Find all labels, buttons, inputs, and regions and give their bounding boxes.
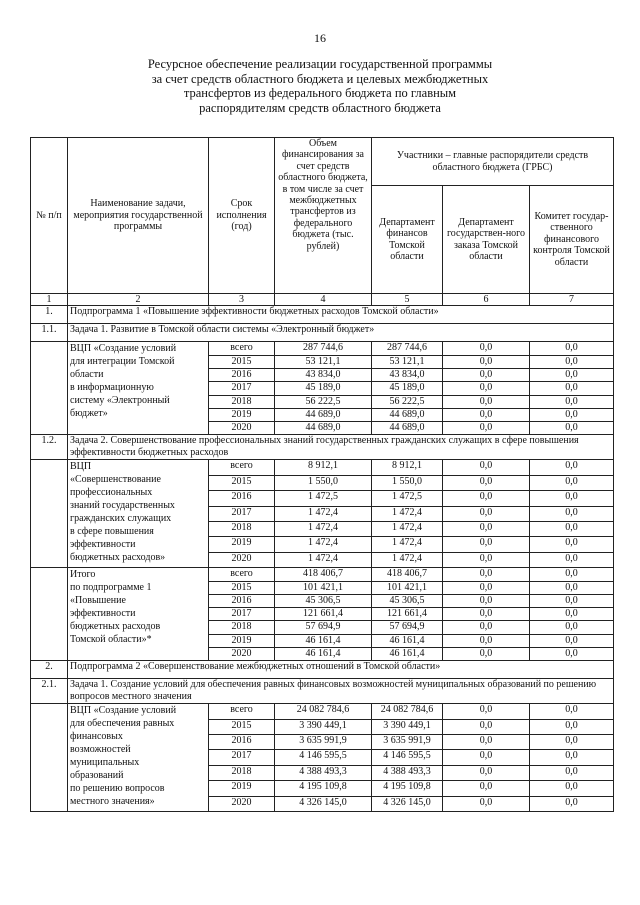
task-row [31, 679, 614, 704]
committee-cell: 0,0 [530, 522, 614, 537]
dept-finance-cell: 1 472,4 [372, 537, 443, 552]
subprogram-row [31, 661, 614, 679]
number-cell-empty [31, 382, 68, 395]
activity-name-line: в информационную [70, 382, 154, 394]
year-cell: 2019 [209, 537, 275, 552]
volume-cell: 53 121,1 [275, 355, 372, 368]
activity-name-line: гражданских служащих [70, 513, 172, 525]
volume-cell: 1 472,4 [275, 522, 372, 537]
activity-name-line: возможностей [70, 744, 131, 756]
number-cell-empty [31, 781, 68, 796]
subprogram-row [31, 306, 614, 324]
committee-cell: 0,0 [530, 422, 614, 435]
dept-finance-cell: 287 744,6 [372, 342, 443, 355]
committee-cell: 0,0 [530, 594, 614, 607]
committee-cell: 0,0 [530, 634, 614, 647]
year-cell: 2017 [209, 608, 275, 621]
header-volume: Объем финансирования за счет средств областного бюджета, в том числе за счет межбюджетных трансфертов из федерального бюджета (тыс. рублей) [275, 138, 372, 294]
volume-cell: 287 744,6 [275, 342, 372, 355]
year-cell: 2020 [209, 648, 275, 661]
header-term: Срок исполнения (год) [209, 138, 275, 294]
dept-finance-cell: 4 195 109,8 [372, 781, 443, 796]
year-cell: всего [209, 704, 275, 719]
volume-cell: 56 222,5 [275, 395, 372, 408]
title-line: за счет средств областного бюджета и целевых межбюджетных [151, 71, 489, 86]
dept-finance-cell: 56 222,5 [372, 395, 443, 408]
dept-order-cell: 0,0 [443, 408, 530, 421]
activity-name-line: ВЦП [70, 461, 92, 473]
committee-cell: 0,0 [530, 735, 614, 750]
number-cell-empty [31, 552, 68, 567]
committee-cell: 0,0 [530, 475, 614, 490]
dept-order-cell: 0,0 [443, 581, 530, 594]
committee-cell: 0,0 [530, 608, 614, 621]
dept-order-cell: 0,0 [443, 552, 530, 567]
number-cell-empty [31, 634, 68, 647]
dept-order-cell: 0,0 [443, 608, 530, 621]
dept-finance-cell: 4 326 145,0 [372, 796, 443, 811]
committee-cell: 0,0 [530, 460, 614, 475]
dept-finance-cell: 45 189,0 [372, 382, 443, 395]
year-cell: 2018 [209, 395, 275, 408]
activity-name-line: «Повышение [70, 595, 126, 607]
activity-name-line: Итого [70, 569, 96, 581]
volume-cell: 45 189,0 [275, 382, 372, 395]
dept-order-cell: 0,0 [443, 621, 530, 634]
volume-cell: 1 472,4 [275, 537, 372, 552]
number-cell-empty [31, 594, 68, 607]
dept-finance-cell: 46 161,4 [372, 648, 443, 661]
title-line: распорядителям средств областного бюджета [199, 100, 441, 115]
dept-order-cell: 0,0 [443, 796, 530, 811]
dept-order-cell: 0,0 [443, 342, 530, 355]
header-num: № п/п [31, 138, 68, 294]
dept-finance-cell: 46 161,4 [372, 634, 443, 647]
header-participants: Участники – главные распорядители средств областного бюджета (ГРБС) [372, 138, 614, 186]
subprogram-number: 2. [31, 661, 68, 679]
number-cell-empty [31, 506, 68, 521]
task-title: Задача 1. Развитие в Томской области системы «Электронный бюджет» [68, 324, 614, 342]
year-row [31, 342, 614, 355]
subprogram-number: 1. [31, 306, 68, 324]
dept-order-cell: 0,0 [443, 537, 530, 552]
title-line: Ресурсное обеспечение реализации государственной программы [147, 57, 493, 71]
dept-finance-cell: 43 834,0 [372, 369, 443, 382]
year-cell: 2019 [209, 634, 275, 647]
dept-order-cell: 0,0 [443, 491, 530, 506]
activity-name-line: ВЦП «Создание условий [70, 343, 177, 355]
year-cell: 2018 [209, 621, 275, 634]
dept-finance-cell: 418 406,7 [372, 568, 443, 581]
committee-cell: 0,0 [530, 719, 614, 734]
dept-order-cell: 0,0 [443, 369, 530, 382]
number-cell-empty [31, 522, 68, 537]
year-cell: 2017 [209, 750, 275, 765]
committee-cell: 0,0 [530, 408, 614, 421]
volume-cell: 8 912,1 [275, 460, 372, 475]
year-cell: 2020 [209, 796, 275, 811]
dept-finance-cell: 4 388 493,3 [372, 765, 443, 780]
dept-finance-cell: 44 689,0 [372, 422, 443, 435]
year-cell: 2018 [209, 522, 275, 537]
year-cell: 2020 [209, 552, 275, 567]
col-number: 3 [209, 294, 275, 306]
activity-name-line: бюджетных расходов [70, 621, 161, 633]
volume-cell: 57 694,9 [275, 621, 372, 634]
volume-cell: 1 550,0 [275, 475, 372, 490]
activity-name-line: бюджетных расходов» [70, 552, 166, 564]
dept-finance-cell: 121 661,4 [372, 608, 443, 621]
dept-order-cell: 0,0 [443, 382, 530, 395]
title-line: трансфертов из федерального бюджета по главным [183, 86, 457, 100]
dept-order-cell: 0,0 [443, 506, 530, 521]
activity-name [68, 342, 209, 435]
activity-name [68, 704, 209, 812]
activity-name-line: ВЦП «Создание условий [70, 705, 177, 717]
year-cell: 2015 [209, 719, 275, 734]
col-number: 4 [275, 294, 372, 306]
volume-cell: 24 082 784,6 [275, 704, 372, 719]
dept-order-cell: 0,0 [443, 634, 530, 647]
activity-name-line: эффективности [70, 539, 136, 551]
committee-cell: 0,0 [530, 369, 614, 382]
number-cell-empty [31, 422, 68, 435]
task-number: 1.1. [31, 324, 68, 342]
volume-cell: 1 472,5 [275, 491, 372, 506]
year-cell: 2016 [209, 491, 275, 506]
committee-cell: 0,0 [530, 621, 614, 634]
year-cell: 2018 [209, 765, 275, 780]
year-cell: 2020 [209, 422, 275, 435]
dept-finance-cell: 57 694,9 [372, 621, 443, 634]
volume-cell: 4 195 109,8 [275, 781, 372, 796]
volume-cell: 4 326 145,0 [275, 796, 372, 811]
activity-name-line: в сфере повышения [70, 526, 154, 538]
year-row [31, 704, 614, 719]
year-cell: всего [209, 568, 275, 581]
volume-cell: 43 834,0 [275, 369, 372, 382]
activity-name-line: по подпрограмме 1 [70, 582, 152, 594]
year-row [31, 568, 614, 581]
dept-finance-cell: 1 472,4 [372, 522, 443, 537]
activity-name-line: Томской области»* [70, 634, 152, 646]
committee-cell: 0,0 [530, 704, 614, 719]
task-title: Задача 1. Создание условий для обеспечения равных финансовых возможностей муниципальных образований по решению вопросов местного значения [68, 679, 614, 704]
committee-cell: 0,0 [530, 552, 614, 567]
col-number: 1 [31, 294, 68, 306]
committee-cell: 0,0 [530, 491, 614, 506]
task-title: Задача 2. Совершенствование профессиональных знаний государственных гражданских служащих в сфере повышения эффективности бюджетных расходов [68, 435, 614, 460]
year-cell: 2016 [209, 594, 275, 607]
dept-finance-cell: 4 146 595,5 [372, 750, 443, 765]
volume-cell: 45 306,5 [275, 594, 372, 607]
task-row [31, 435, 614, 460]
activity-name-line: муниципальных [70, 757, 140, 769]
year-cell: 2017 [209, 382, 275, 395]
committee-cell: 0,0 [530, 796, 614, 811]
volume-cell: 46 161,4 [275, 634, 372, 647]
year-cell: 2016 [209, 369, 275, 382]
number-cell-empty [31, 369, 68, 382]
activity-name-line: эффективности [70, 608, 136, 620]
number-cell-empty [31, 608, 68, 621]
number-cell-empty [31, 765, 68, 780]
dept-order-cell: 0,0 [443, 735, 530, 750]
year-cell: 2015 [209, 355, 275, 368]
dept-finance-cell: 45 306,5 [372, 594, 443, 607]
number-cell-empty [31, 568, 68, 581]
number-cell-empty [31, 735, 68, 750]
number-cell-empty [31, 648, 68, 661]
task-number: 2.1. [31, 679, 68, 704]
header-committee: Комитет государ-ственного финансового контроля Томской области [530, 186, 614, 294]
committee-cell: 0,0 [530, 648, 614, 661]
committee-cell: 0,0 [530, 537, 614, 552]
year-cell: 2015 [209, 581, 275, 594]
dept-finance-cell: 53 121,1 [372, 355, 443, 368]
header-dept-order: Департамент государствен-ного заказа Томской области [443, 186, 530, 294]
dept-order-cell: 0,0 [443, 422, 530, 435]
activity-name-line: знаний государственных [70, 500, 175, 512]
activity-name [68, 568, 209, 661]
dept-finance-cell: 44 689,0 [372, 408, 443, 421]
dept-order-cell: 0,0 [443, 460, 530, 475]
number-cell-empty [31, 460, 68, 475]
dept-order-cell: 0,0 [443, 522, 530, 537]
number-cell-empty [31, 719, 68, 734]
volume-cell: 1 472,4 [275, 506, 372, 521]
volume-cell: 4 388 493,3 [275, 765, 372, 780]
dept-finance-cell: 1 550,0 [372, 475, 443, 490]
number-cell-empty [31, 475, 68, 490]
activity-name-line: для обеспечения равных [70, 718, 175, 730]
resource-table [30, 137, 614, 812]
activity-name-line: области [70, 369, 104, 381]
col-number: 6 [443, 294, 530, 306]
task-row [31, 324, 614, 342]
dept-order-cell: 0,0 [443, 395, 530, 408]
dept-finance-cell: 3 635 991,9 [372, 735, 443, 750]
col-number: 7 [530, 294, 614, 306]
volume-cell: 121 661,4 [275, 608, 372, 621]
document-title [90, 57, 550, 115]
dept-finance-cell: 1 472,4 [372, 506, 443, 521]
dept-finance-cell: 3 390 449,1 [372, 719, 443, 734]
volume-cell: 1 472,4 [275, 552, 372, 567]
dept-order-cell: 0,0 [443, 750, 530, 765]
number-cell-empty [31, 537, 68, 552]
number-cell-empty [31, 408, 68, 421]
committee-cell: 0,0 [530, 395, 614, 408]
year-cell: 2019 [209, 781, 275, 796]
number-cell-empty [31, 750, 68, 765]
number-cell-empty [31, 491, 68, 506]
volume-cell: 46 161,4 [275, 648, 372, 661]
activity-name-line: местного значения» [70, 796, 155, 808]
dept-order-cell: 0,0 [443, 704, 530, 719]
dept-order-cell: 0,0 [443, 475, 530, 490]
dept-finance-cell: 1 472,4 [372, 552, 443, 567]
committee-cell: 0,0 [530, 581, 614, 594]
committee-cell: 0,0 [530, 750, 614, 765]
activity-name-line: бюджет» [70, 408, 108, 420]
number-cell-empty [31, 621, 68, 634]
header-dept-finance: Департамент финансов Томской области [372, 186, 443, 294]
dept-order-cell: 0,0 [443, 568, 530, 581]
dept-finance-cell: 101 421,1 [372, 581, 443, 594]
committee-cell: 0,0 [530, 765, 614, 780]
volume-cell: 3 390 449,1 [275, 719, 372, 734]
year-cell: всего [209, 342, 275, 355]
dept-finance-cell: 1 472,5 [372, 491, 443, 506]
dept-order-cell: 0,0 [443, 719, 530, 734]
page-number: 16 [314, 31, 326, 45]
committee-cell: 0,0 [530, 506, 614, 521]
committee-cell: 0,0 [530, 355, 614, 368]
volume-cell: 3 635 991,9 [275, 735, 372, 750]
activity-name [68, 460, 209, 568]
dept-order-cell: 0,0 [443, 648, 530, 661]
subprogram-title: Подпрограмма 2 «Совершенствование межбюджетных отношений в Томской области» [68, 661, 614, 679]
year-cell: всего [209, 460, 275, 475]
dept-order-cell: 0,0 [443, 594, 530, 607]
committee-cell: 0,0 [530, 382, 614, 395]
volume-cell: 418 406,7 [275, 568, 372, 581]
activity-name-line: профессиональных [70, 487, 153, 499]
activity-name-line: для интеграции Томской [70, 356, 175, 368]
activity-name-line: образований [70, 770, 124, 782]
volume-cell: 44 689,0 [275, 422, 372, 435]
dept-order-cell: 0,0 [443, 355, 530, 368]
volume-cell: 4 146 595,5 [275, 750, 372, 765]
year-cell: 2017 [209, 506, 275, 521]
number-cell-empty [31, 355, 68, 368]
year-cell: 2015 [209, 475, 275, 490]
dept-order-cell: 0,0 [443, 781, 530, 796]
dept-order-cell: 0,0 [443, 765, 530, 780]
task-number: 1.2. [31, 435, 68, 460]
volume-cell: 101 421,1 [275, 581, 372, 594]
dept-finance-cell: 24 082 784,6 [372, 704, 443, 719]
col-number: 5 [372, 294, 443, 306]
committee-cell: 0,0 [530, 568, 614, 581]
subprogram-title: Подпрограмма 1 «Повышение эффективности бюджетных расходов Томской области» [68, 306, 614, 324]
committee-cell: 0,0 [530, 781, 614, 796]
number-cell-empty [31, 704, 68, 719]
activity-name-line: по решению вопросов [70, 783, 165, 795]
number-cell-empty [31, 796, 68, 811]
header-name: Наименование задачи, мероприятия государственной программы [68, 138, 209, 294]
number-cell-empty [31, 581, 68, 594]
volume-cell: 44 689,0 [275, 408, 372, 421]
activity-name-line: систему «Электронный [70, 395, 170, 407]
year-cell: 2019 [209, 408, 275, 421]
activity-name-line: «Совершенствование [70, 474, 161, 486]
activity-name-line: финансовых [70, 731, 123, 743]
year-row [31, 460, 614, 475]
col-number: 2 [68, 294, 209, 306]
number-cell-empty [31, 342, 68, 355]
number-cell-empty [31, 395, 68, 408]
year-cell: 2016 [209, 735, 275, 750]
committee-cell: 0,0 [530, 342, 614, 355]
dept-finance-cell: 8 912,1 [372, 460, 443, 475]
